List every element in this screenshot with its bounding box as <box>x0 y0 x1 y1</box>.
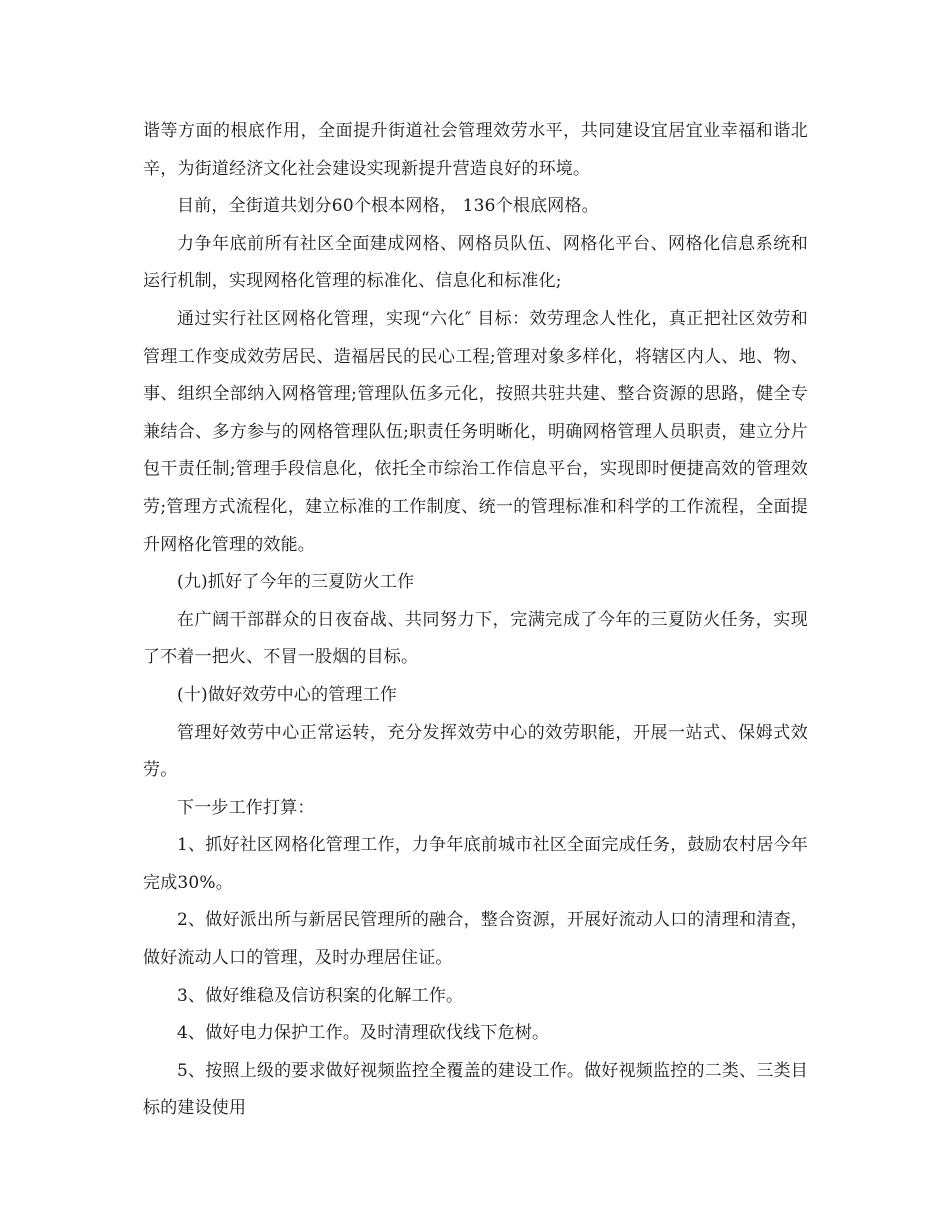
list-item-2: 2、做好派出所与新居民管理所的融合，整合资源，开展好流动人口的清理和清查，做好流动人口的管理，及时办理居住证。 <box>143 910 808 969</box>
document-body <box>143 113 808 1128</box>
list-item-3: 3、做好维稳及信访积案的化解工作。 <box>177 985 464 1006</box>
paragraph-grid-count: 目前，全街道共划分60个根本网格， 136个根底网格。 <box>177 196 599 217</box>
list-item-1: 1、抓好社区网格化管理工作，力争年底前城市社区全面完成任务，鼓励农村居今年完成30%。 <box>143 835 808 893</box>
paragraph-fire-prevention: 在广阔干部群众的日夜奋战、共同努力下，完满完成了今年的三夏防火任务，实现了不着一把火、不冒一股烟的目标。 <box>143 609 808 668</box>
list-item-4: 4、做好电力保护工作。及时清理砍伐线下危树。 <box>177 1023 550 1044</box>
section-heading-fire-prevention: (九)抓好了今年的三夏防火工作 <box>177 572 415 593</box>
section-heading-next-steps: 下一步工作打算： <box>177 797 315 818</box>
list-item-5: 5、按照上级的要求做好视频监控全覆盖的建设工作。做好视频监控的二类、三类目标的建设使用 <box>143 1060 808 1119</box>
section-heading-service-center: (十)做好效劳中心的管理工作 <box>177 684 398 705</box>
paragraph-continuation: 谐等方面的根底作用，全面提升街道社会管理效劳水平，共同建设宜居宜业幸福和谐北辛，为街道经济文化社会建设实现新提升营造良好的环境。 <box>143 121 808 179</box>
paragraph-six-goals: 通过实行社区网格化管理，实现“六化″ 目标：效劳理念人性化，真正把社区效劳和管理工作变成效劳居民、造福居民的民心工程;管理对象多样化，将辖区内人、地、物、事、组织全部纳入网格管理;管理队伍多元化，按照共驻共建、整合资源的思路，健全专兼结合、多方参与的网格管理队伍;职责任务明晰化，明确网格管理人员职责，建立分片包干责任制;管理手段信息化，依托全市综治工作信息平台，实现即时便捷高效的管理效劳;管理方式流程化，建立标准的工作制度、统一的管理标准和科学的工作流程，全面提升网格化管理的效能。 <box>143 308 808 555</box>
paragraph-service-center: 管理好效劳中心正常运转，充分发挥效劳中心的效劳职能，开展一站式、保姆式效劳。 <box>143 722 808 781</box>
paragraph-grid-goal: 力争年底前所有社区全面建成网格、网格员队伍、网格化平台、网格化信息系统和运行机制，实现网格化管理的标准化、信息化和标准化; <box>143 233 808 292</box>
